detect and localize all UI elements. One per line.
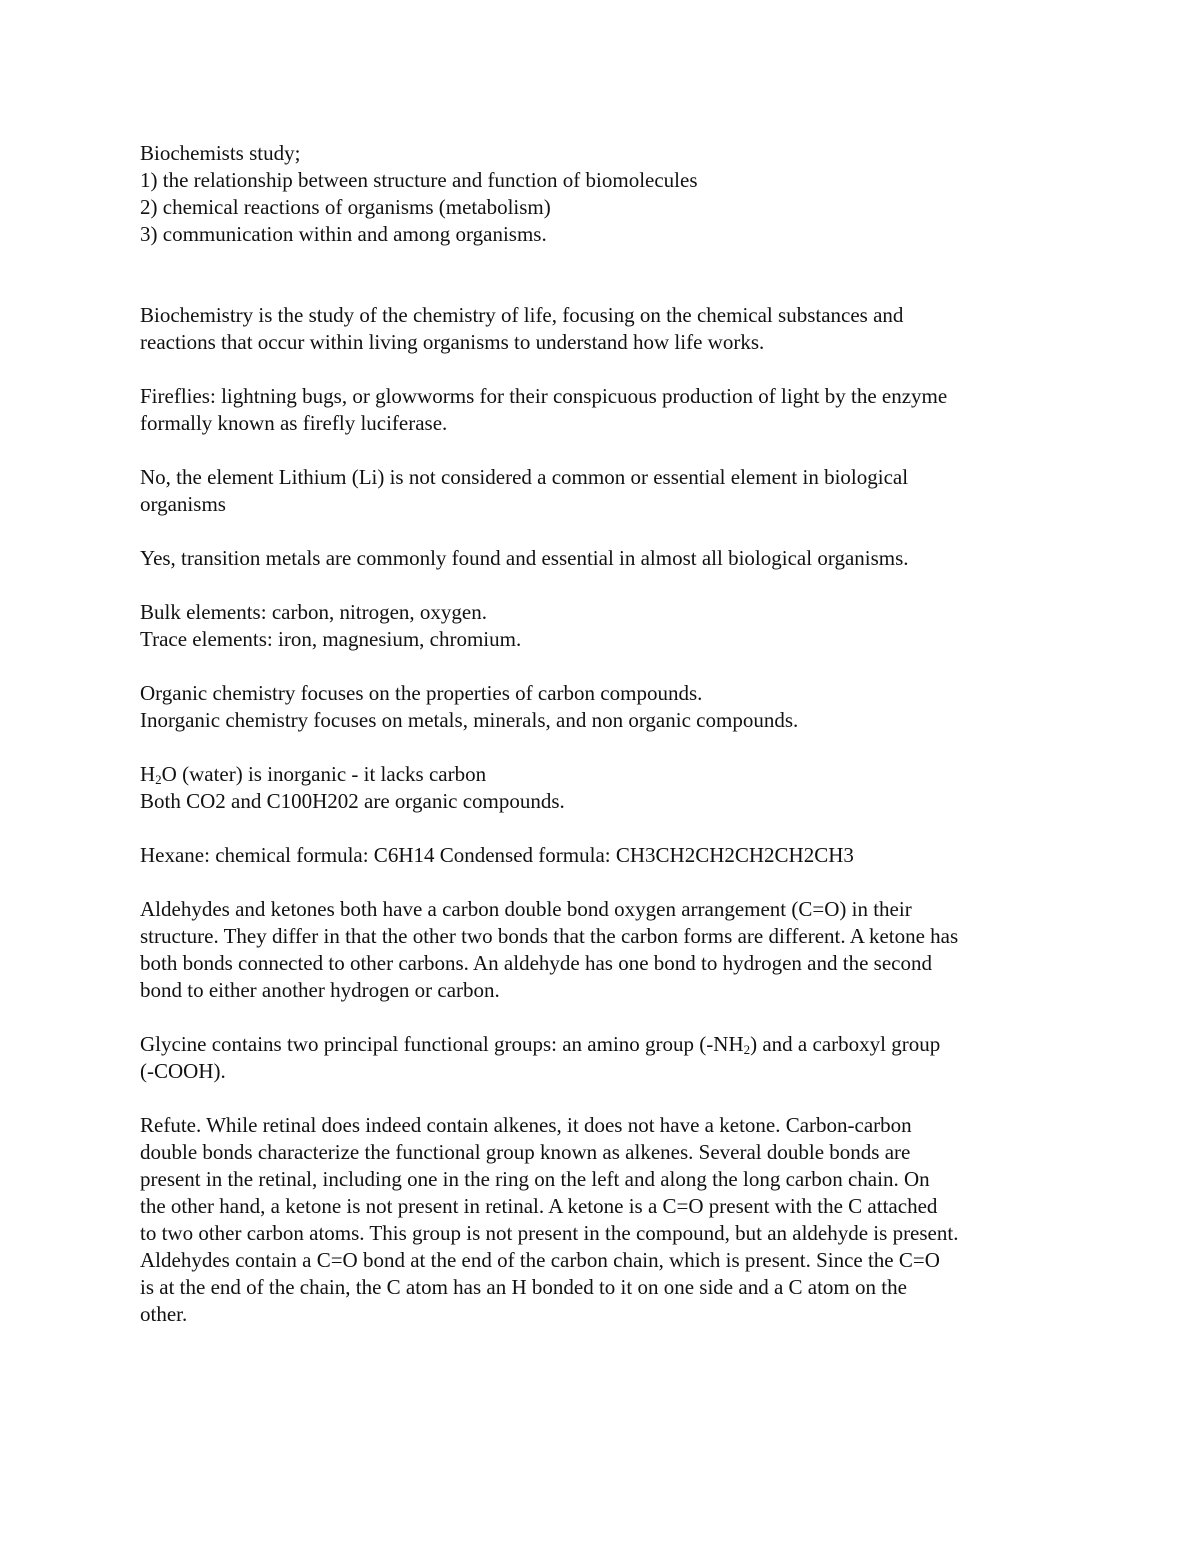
glycine-prefix: Glycine contains two principal functional groups: an amino group (-NH xyxy=(140,1032,744,1056)
paragraph-line: other. xyxy=(140,1302,188,1326)
intro-item: 2) chemical reactions of organisms (metabolism) xyxy=(140,195,551,219)
spacer xyxy=(140,1085,1070,1112)
aldehydes-paragraph xyxy=(140,896,1070,1004)
intro-item: 1) the relationship between structure and function of biomolecules xyxy=(140,168,698,192)
glycine-subscript: 2 xyxy=(743,1042,751,1057)
spacer xyxy=(140,653,1070,680)
spacer xyxy=(140,815,1070,842)
transition-metals-paragraph xyxy=(140,545,1070,572)
paragraph-line: organisms xyxy=(140,492,226,516)
hexane-line: Hexane: chemical formula: C6H14 Condensed formula: CH3CH2CH2CH2CH2CH3 xyxy=(140,843,854,867)
organic-compounds-line: Both CO2 and C100H202 are organic compounds. xyxy=(140,789,565,813)
water-prefix: H xyxy=(140,762,156,786)
paragraph-line: both bonds connected to other carbons. An aldehyde has one bond to hydrogen and the second xyxy=(140,951,932,975)
spacer xyxy=(140,734,1070,761)
paragraph-line: Aldehydes contain a C=O bond at the end of the carbon chain, which is present. Since the C=O xyxy=(140,1248,940,1272)
document-page xyxy=(140,140,1070,1328)
bulk-elements-line: Bulk elements: carbon, nitrogen, oxygen. xyxy=(140,600,488,624)
retinal-paragraph xyxy=(140,1112,1070,1328)
paragraph-line: bond to either another hydrogen or carbon. xyxy=(140,978,500,1002)
inorganic-chemistry-line: Inorganic chemistry focuses on metals, minerals, and non organic compounds. xyxy=(140,708,799,732)
water-subscript: 2 xyxy=(155,772,162,787)
spacer xyxy=(140,356,1070,383)
fireflies-paragraph xyxy=(140,383,1070,437)
compounds-paragraph xyxy=(140,761,1070,815)
paragraph-line: Refute. While retinal does indeed contain alkenes, it does not have a ketone. Carbon-carbon xyxy=(140,1113,912,1137)
spacer xyxy=(140,248,1070,302)
paragraph-line: reactions that occur within living organisms to understand how life works. xyxy=(140,330,765,354)
glycine-suffix: ) and a carboxyl group xyxy=(750,1032,941,1056)
definition-paragraph xyxy=(140,302,1070,356)
trace-elements-line: Trace elements: iron, magnesium, chromium. xyxy=(140,627,522,651)
glycine-paragraph xyxy=(140,1031,1070,1085)
paragraph-line: formally known as firefly luciferase. xyxy=(140,411,448,435)
paragraph-line: is at the end of the chain, the C atom has an H bonded to it on one side and a C atom on the xyxy=(140,1275,907,1299)
spacer xyxy=(140,869,1070,896)
paragraph-line: double bonds characterize the functional group known as alkenes. Several double bonds are xyxy=(140,1140,911,1164)
glycine-line-2: (-COOH). xyxy=(140,1059,226,1083)
intro-item: 3) communication within and among organisms. xyxy=(140,222,547,246)
paragraph-line: Biochemistry is the study of the chemistry of life, focusing on the chemical substances and xyxy=(140,303,904,327)
elements-paragraph xyxy=(140,599,1070,653)
chemistry-paragraph xyxy=(140,680,1070,734)
intro-heading: Biochemists study; xyxy=(140,141,301,165)
water-line xyxy=(140,761,1070,788)
water-suffix: O (water) is inorganic - it lacks carbon xyxy=(161,762,487,786)
paragraph-line: Aldehydes and ketones both have a carbon double bond oxygen arrangement (C=O) in their xyxy=(140,897,912,921)
paragraph-line: the other hand, a ketone is not present in retinal. A ketone is a C=O present with the C attached xyxy=(140,1194,938,1218)
paragraph-line: present in the retinal, including one in the ring on the left and along the long carbon chain. On xyxy=(140,1167,930,1191)
intro-section xyxy=(140,140,1070,248)
paragraph-line: No, the element Lithium (Li) is not considered a common or essential element in biological xyxy=(140,465,909,489)
hexane-paragraph xyxy=(140,842,1070,869)
spacer xyxy=(140,572,1070,599)
paragraph-line: to two other carbon atoms. This group is not present in the compound, but an aldehyde is present. xyxy=(140,1221,959,1245)
glycine-line xyxy=(140,1031,1070,1058)
lithium-paragraph xyxy=(140,464,1070,518)
organic-chemistry-line: Organic chemistry focuses on the properties of carbon compounds. xyxy=(140,681,703,705)
spacer xyxy=(140,437,1070,464)
spacer xyxy=(140,518,1070,545)
paragraph-line: Fireflies: lightning bugs, or glowworms for their conspicuous production of light by the enzyme xyxy=(140,384,948,408)
paragraph-line: Yes, transition metals are commonly found and essential in almost all biological organisms. xyxy=(140,546,909,570)
paragraph-line: structure. They differ in that the other two bonds that the carbon forms are different. A ketone has xyxy=(140,924,959,948)
spacer xyxy=(140,1004,1070,1031)
